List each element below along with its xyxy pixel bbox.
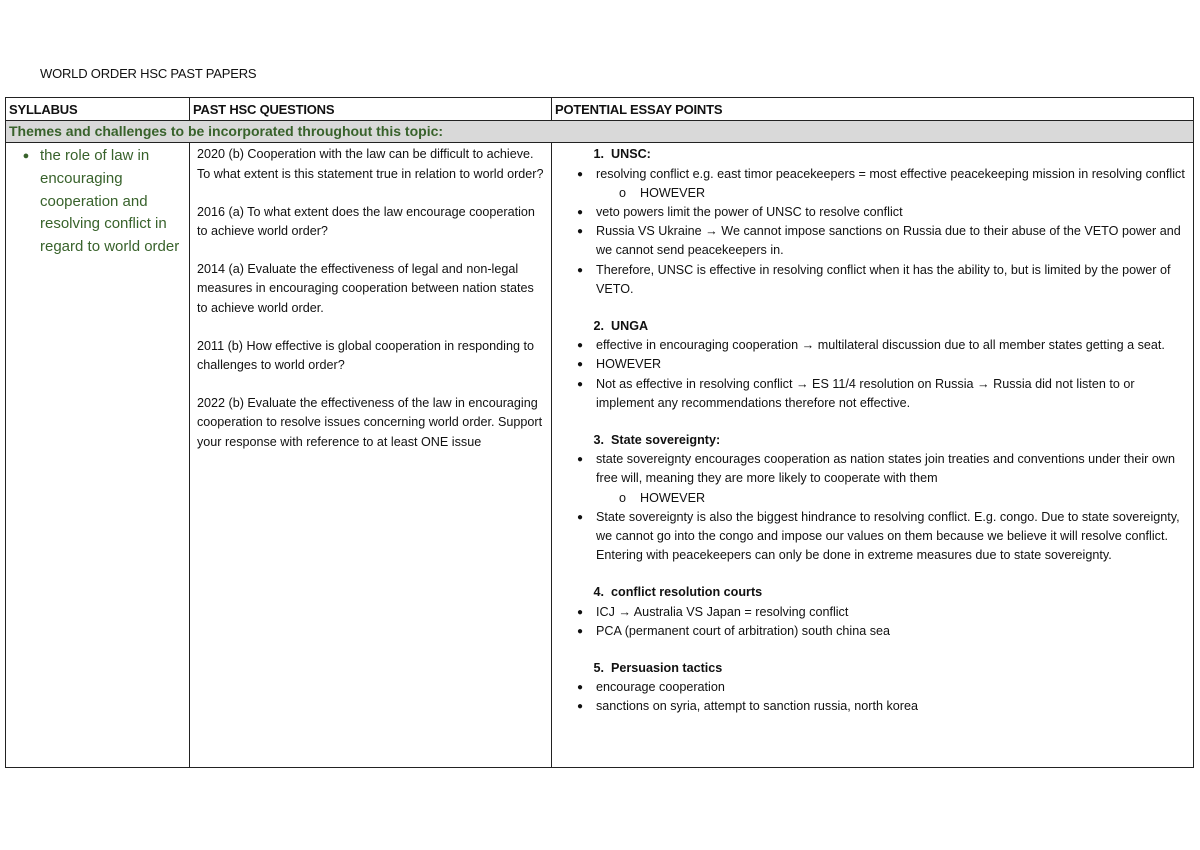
section-heading <box>552 659 1189 678</box>
bullet-icon: o <box>618 490 626 505</box>
point-text: ICJ → Australia VS Japan = resolving conflict <box>596 604 849 619</box>
section-number: 2. <box>593 319 604 334</box>
essay-point <box>552 603 1189 622</box>
section-number: 1. <box>593 147 604 162</box>
bullet-icon: ● <box>576 511 583 523</box>
header-essay-points: POTENTIAL ESSAY POINTS <box>552 98 1194 121</box>
question-item: 2016 (a) To what extent does the law encourage cooperation to achieve world order? <box>197 204 535 239</box>
point-text: PCA (permanent court of arbitration) south china sea <box>596 623 891 638</box>
syllabus-item <box>12 145 185 258</box>
bullet-icon: ● <box>576 701 583 713</box>
study-table <box>5 97 1194 768</box>
essay-points-cell <box>552 143 1194 768</box>
bullet-icon: ● <box>576 264 583 276</box>
section-number: 4. <box>593 585 604 600</box>
question-item: 2022 (b) Evaluate the effectiveness of the law in encouraging cooperation to resolve issues concerning world order. Support your response with reference to at least ONE issue <box>197 396 543 449</box>
bullet-icon: ● <box>576 168 583 180</box>
point-text: Not as effective in resolving conflict → ES 11/4 resolution on Russia → Russia did not listen to or implement any recommendations therefore not effective. <box>596 376 1135 410</box>
section-heading <box>552 583 1189 602</box>
bullet-icon: ● <box>576 625 583 637</box>
point-text: HOWEVER <box>640 490 706 505</box>
point-text: veto powers limit the power of UNSC to resolve conflict <box>596 205 903 220</box>
essay-point <box>552 336 1189 355</box>
point-text: sanctions on syria, attempt to sanction russia, north korea <box>596 699 919 714</box>
section-title: Persuasion tactics <box>611 661 723 676</box>
bullet-icon: ● <box>576 340 583 352</box>
syllabus-text: the role of law in encouraging cooperation and resolving conflict in regard to world order <box>40 147 180 255</box>
bullet-icon: ● <box>576 226 583 238</box>
section-heading <box>552 431 1189 450</box>
question-item: 2014 (a) Evaluate the effectiveness of legal and non-legal measures in encouraging cooperation between nation states to achieve world order. <box>197 262 534 315</box>
sub-point <box>552 489 1189 508</box>
question-item: 2011 (b) How effective is global cooperation in responding to challenges to world order? <box>197 338 534 373</box>
point-text: Russia VS Ukraine → We cannot impose sanctions on Russia due to their abuse of the VETO power and we cannot send peacekeepers in. <box>596 224 1181 258</box>
point-text: State sovereignty is also the biggest hindrance to resolving conflict. E.g. congo. Due to state sovereignty, we cannot go into the congo and impose our values on them because we believe it will resolve conflict. Entering with peacekeepers can only be done in extreme measures due to state sovereignty. <box>596 509 1180 563</box>
bullet-icon: ● <box>576 606 583 618</box>
bullet-icon: ● <box>576 454 583 466</box>
bullet-icon: ● <box>576 207 583 219</box>
sub-point <box>552 184 1189 203</box>
point-text: effective in encouraging cooperation → multilateral discussion due to all member states getting a seat. <box>596 338 1165 353</box>
theme-text: Themes and challenges to be incorporated throughout this topic: <box>6 121 1194 143</box>
questions-cell <box>190 143 552 768</box>
essay-point <box>552 678 1189 697</box>
section-title: UNSC: <box>611 147 651 162</box>
section-number: 3. <box>593 433 604 448</box>
essay-point <box>552 165 1189 184</box>
theme-row <box>6 121 1194 143</box>
syllabus-cell <box>6 143 190 768</box>
essay-section <box>552 317 1189 413</box>
header-past-questions: PAST HSC QUESTIONS <box>190 98 552 121</box>
essay-point <box>552 508 1189 566</box>
essay-point <box>552 203 1189 222</box>
bullet-icon: ● <box>576 359 583 371</box>
section-title: UNGA <box>611 319 649 334</box>
essay-point <box>552 375 1189 413</box>
bullet-icon: o <box>618 185 626 200</box>
point-text: encourage cooperation <box>596 680 725 695</box>
essay-point <box>552 355 1189 374</box>
essay-point <box>552 697 1189 716</box>
header-row <box>6 98 1194 121</box>
document-title: WORLD ORDER HSC PAST PAPERS <box>40 66 257 81</box>
section-heading <box>552 317 1189 336</box>
bullet-icon: ● <box>22 150 30 163</box>
point-text: HOWEVER <box>596 357 662 372</box>
content-row <box>6 143 1194 768</box>
point-text: state sovereignty encourages cooperation as nation states join treaties and conventions under their own free will, meaning they are more likely to cooperate with them <box>596 452 1175 486</box>
question-item: 2020 (b) Cooperation with the law can be difficult to achieve. To what extent is this statement true in relation to world order? <box>197 147 544 181</box>
essay-section <box>552 583 1189 641</box>
point-text: HOWEVER <box>640 185 706 200</box>
bullet-icon: ● <box>576 378 583 390</box>
point-text: resolving conflict e.g. east timor peacekeepers = most effective peacekeeping mission in resolving conflict <box>596 166 1185 181</box>
point-text: Therefore, UNSC is effective in resolving conflict when it has the ability to, but is limited by the power of VETO. <box>596 262 1171 296</box>
header-syllabus: SYLLABUS <box>6 98 190 121</box>
essay-point <box>552 622 1189 641</box>
section-number: 5. <box>593 661 604 676</box>
essay-point <box>552 450 1189 488</box>
bullet-icon: ● <box>576 682 583 694</box>
section-heading <box>552 145 1189 164</box>
essay-point <box>552 261 1189 299</box>
essay-section <box>552 431 1189 565</box>
essay-point <box>552 222 1189 260</box>
essay-section <box>552 145 1189 299</box>
section-title: State sovereignty: <box>611 433 721 448</box>
essay-section <box>552 659 1189 717</box>
section-title: conflict resolution courts <box>611 585 763 600</box>
